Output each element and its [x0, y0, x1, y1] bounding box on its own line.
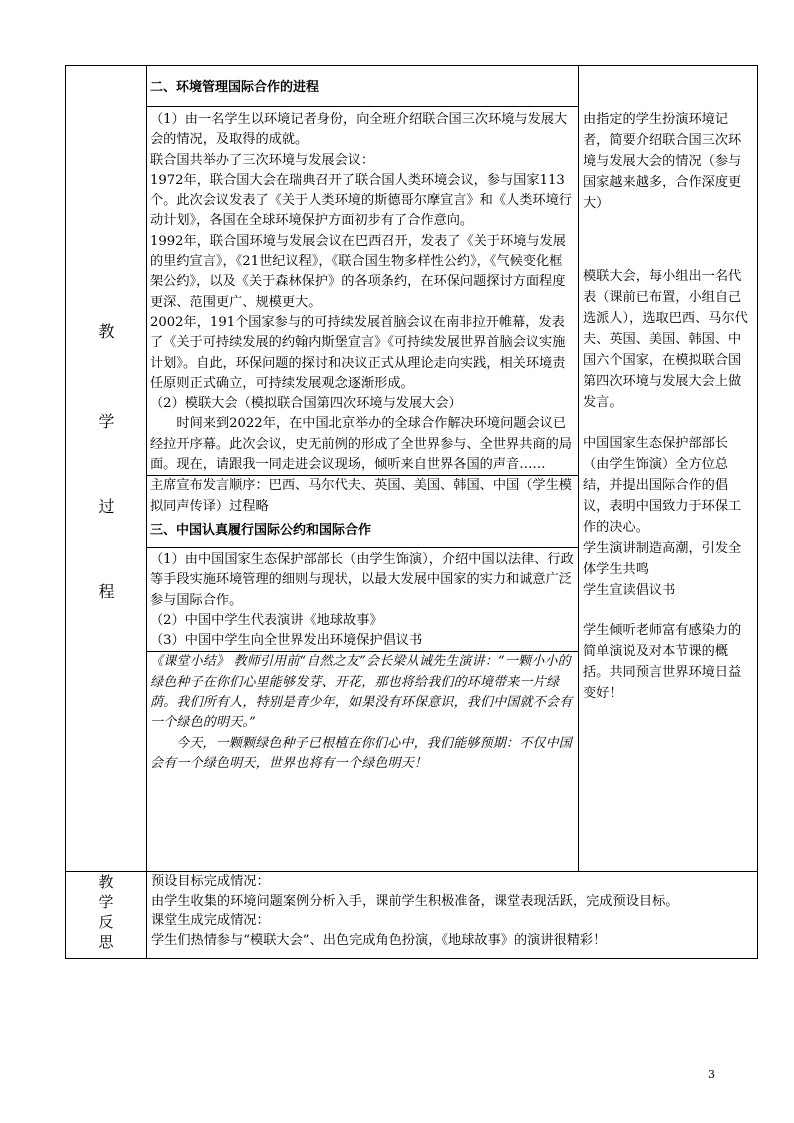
- class-summary: 《课堂小结》 教师引用前“自然之友”会长梁从诫先生演讲：“一颗小小的绿色种子在你们心里能够发芽、开花，那也将给我们的环境带来一片绿荫。我们所有人，特别是青少年，如果没有环保意识，我们中国就不会有一个绿色的明天。”: [150, 654, 573, 731]
- section2-2022: 时间来到2022年，在中国北京举办的全球合作解决环境问题会议已经拉开序幕。此次会议，史无前例的形成了全世界参与、全世界共商的局面。现在，请跟我一同走进会议现场，倾听来自世界各国的声音……: [150, 416, 572, 473]
- note-reporter: 由指定的学生扮演环境记者，简要介绍联合国三次环境与发展大会的情况（参与国家越来越多，合作深度更大）: [583, 112, 742, 211]
- lesson-plan-table: [65, 65, 758, 959]
- section2-heading: 二、环境管理国际合作的进程: [150, 80, 320, 95]
- reflect-row: [66, 872, 758, 959]
- reflect-content-cell: [147, 872, 758, 959]
- section3-heading: 三、中国认真履行国际公约和国际合作: [150, 522, 372, 538]
- process-content-cell: [147, 66, 579, 872]
- section2-intro: 联合国共举办了三次环境与发展会议：: [150, 152, 375, 168]
- process-label-char: 学: [98, 412, 115, 431]
- reflect-preset-text: 由学生收集的环境问题案例分析入手，课前学生积极准备，课堂表现活跃，完成预设目标。: [151, 893, 679, 909]
- note-speech: 学生演讲制造高潮，引发全体学生共鸣: [583, 541, 742, 577]
- reflect-label-char: 学: [98, 893, 114, 911]
- section2-1972: 1972年，联合国大会在瑞典召开了联合国人类环境会议，参与国家113个。此次会议发表了《关于人类环境的斯德哥尔摩宣言》和《人类环境行动计划》，各国在全球环境保护方面初步有了合作意向。: [150, 172, 572, 229]
- reflect-label-char: 思: [98, 933, 114, 951]
- reflect-generated-title: 课堂生成完成情况：: [151, 913, 270, 928]
- section3-item2: （2）中国中学生代表演讲《地球故事》: [150, 612, 383, 628]
- process-label-cell: [66, 66, 147, 872]
- process-row: [66, 66, 758, 872]
- page-number: 3: [708, 1068, 715, 1081]
- section3-item3: （3）中国中学生向全世界发出环境保护倡议书: [150, 633, 423, 649]
- section3-item1: （1）由中国国家生态保护部部长（由学生饰演），介绍中国以法律、行政等手段实施环境管理的细则与现状，以最大发展中国家的实力和诚意广泛参与国际合作。: [150, 551, 574, 608]
- section2-item2: （2）模联大会（模拟联合国第四次环境与发展大会）: [150, 396, 462, 412]
- section2-order: 主席宣布发言顺序：巴西、马尔代夫、英国、美国、韩国、中国（学生模拟同声传译）过程略: [150, 478, 572, 514]
- section2-1992: 1992年，联合国环境与发展会议在巴西召开，发表了《关于环境与发展的里约宣言》，《21世纪议程》，《联合国生物多样性公约》，《气候变化框架公约》，以及《关于森林保护》的各项条约，在环保问题探讨方面程度更深、范围更广、规模更大。: [150, 233, 566, 310]
- section2-2002: 2002年，191个国家参与的可持续发展首脑会议在南非拉开帷幕，发表了《关于可持续发展的约翰内斯堡宣言》《可持续发展世界首脑会议实施计划》。自此，环保问题的探讨和决议正式从理论走向实践，相关环境责任原则正式确立，可持续发展观念逐渐形成。: [150, 314, 566, 391]
- process-notes-cell: [579, 66, 758, 872]
- reflect-label-char: 教: [98, 873, 114, 891]
- note-model-un: 模联大会，每小组出一名代表（课前已布置，小组自己选派人），选取巴西、马尔代夫、英国、美国、韩国、中国六个国家，在模拟联合国第四次环境与发展大会上做发言。: [583, 269, 748, 410]
- reflect-preset-title: 预设目标完成情况：: [151, 874, 270, 889]
- reflect-label-cell: [66, 872, 147, 959]
- process-label-char: 教: [98, 322, 115, 341]
- section2-item1: （1）由一名学生以环境记者身份，向全班介绍联合国三次环境与发展大会的情况，及取得的成就。: [150, 112, 568, 148]
- note-closing: 学生倾听老师富有感染力的简单演说及对本节课的概括。共同预言世界环境日益变好！: [583, 623, 742, 701]
- reflect-generated-text: 学生们热情参与“模联大会”、出色完成角色扮演，《地球故事》的演讲很精彩！: [151, 932, 607, 948]
- process-label-char: 过: [98, 497, 115, 516]
- note-minister: 中国国家生态保护部部长（由学生饰演）全方位总结，并提出国际合作的倡议，表明中国致力于环保工作的决心。: [583, 436, 742, 535]
- process-label-char: 程: [98, 582, 115, 601]
- class-summary-closing: 今天，一颗颗绿色种子已根植在你们心中，我们能够预期：不仅中国会有一个绿色明天，世界也将有一个绿色明天！: [150, 735, 573, 771]
- reflect-label-char: 反: [98, 913, 114, 931]
- note-proposal: 学生宣读倡议书: [583, 583, 676, 598]
